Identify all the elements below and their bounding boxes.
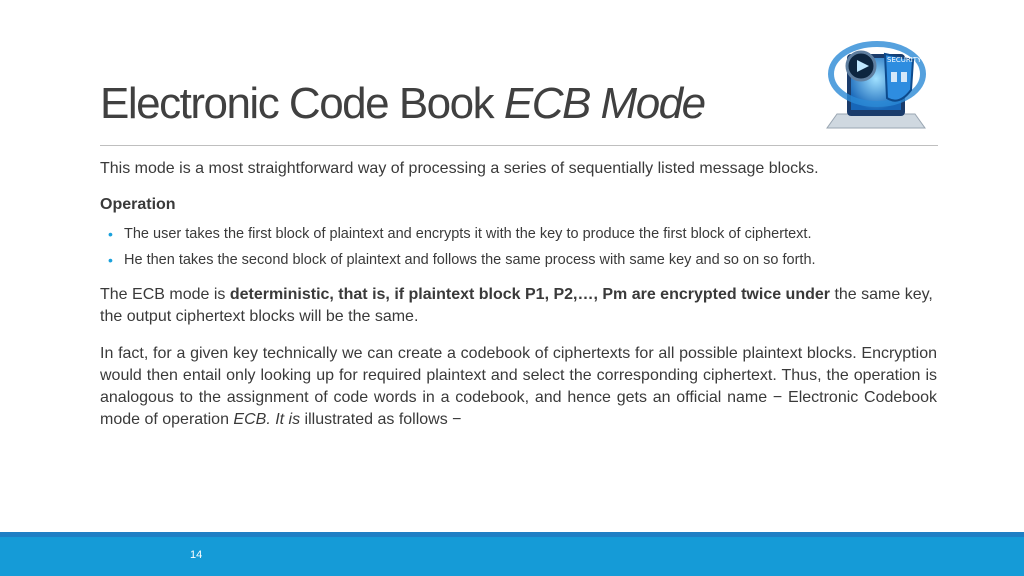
list-item xyxy=(108,221,938,247)
title-main: Electronic Code Book xyxy=(100,79,504,128)
page-number: 14 xyxy=(190,549,203,561)
para3-end: illustrated as follows − xyxy=(300,411,462,428)
title-divider xyxy=(100,145,938,146)
para2-bold: deterministic, that is, if plaintext block P1, P2,…, Pm are encrypted twice under xyxy=(229,286,830,303)
para2-start: The ECB mode is xyxy=(100,286,230,303)
bullet-icon: • xyxy=(108,252,113,268)
operation-heading: Operation xyxy=(100,196,176,213)
list-item xyxy=(108,247,938,273)
deterministic-paragraph xyxy=(100,284,937,328)
codebook-paragraph xyxy=(100,343,937,431)
para3-main: In fact, for a given key technically we can create a codebook of ciphertexts for all possible plaintext blocks. Encryption would then entail only looking up for required plaintext and select the corresponding ciphertext. Thus, the operation is analogous to the assignment of code words in a codebook, and hence gets an official name − Electronic Codebook mode of operation xyxy=(100,345,937,428)
slide-title xyxy=(100,78,705,130)
operation-bullet-list xyxy=(108,221,938,273)
bullet-icon: • xyxy=(108,226,113,242)
intro-paragraph: This mode is a most straightforward way of processing a series of sequentially listed message blocks. xyxy=(100,160,819,177)
svg-text:SECURITY: SECURITY xyxy=(887,56,922,64)
security-logo-icon xyxy=(817,24,935,132)
para2-end: the same key, the output ciphertext blocks will be the same. xyxy=(100,286,933,325)
title-italic: ECB Mode xyxy=(503,79,705,128)
footer-bar xyxy=(0,537,1024,576)
bullet-text: He then takes the second block of plaintext and follows the same process with same key and so on so forth. xyxy=(124,252,816,268)
para3-italic: ECB. It is xyxy=(233,411,301,428)
bullet-text: The user takes the first block of plaintext and encrypts it with the key to produce the first block of ciphertext. xyxy=(124,226,812,242)
